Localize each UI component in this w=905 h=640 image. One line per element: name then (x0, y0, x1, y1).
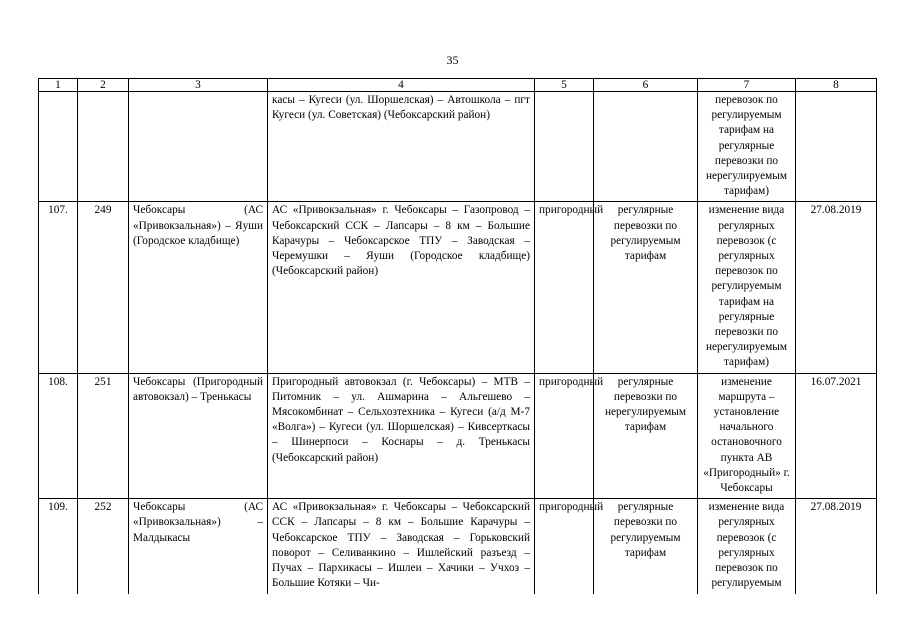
route-name-cell: Чебоксары (Пригородный автовокзал) – Тренькасы (129, 373, 268, 499)
route-stops-cell: Пригородный автовокзал (г. Чебоксары) – МТВ – Питомник – ул. Ашмарина – Альгешево – Мясокомбинат – Сельхозтехника – Кугеси (а/д М-7 «Волга») – Кугеси (ул. Шоршелская) – Кивсерткасы – Шинерпоси – Коснары – д. Тренькасы (Чебоксарский район) (268, 373, 535, 499)
date-cell (796, 92, 877, 202)
transport-type-cell: регулярные перевозки по нерегулируемым тарифам (594, 373, 698, 499)
route-name-cell: Чебоксары (АС «Привокзальная») – Малдыкасы (129, 499, 268, 594)
change-description-cell: перевозок по регулируемым тарифам на регулярные перевозки по нерегулируемым тарифам) (698, 92, 796, 202)
route-kind-cell (535, 92, 594, 202)
column-header-5: 5 (535, 79, 594, 92)
route-stops-cell: АС «Привокзальная» г. Чебоксары – Газопровод – Чебоксарский ССК – Лапсары – 8 км – Большие Карачуры – Чебоксарское ТПУ – Заводская – Черемушки – Яуши (Городское кладбище) (Чебоксарский район) (268, 202, 535, 373)
change-description-cell: изменение маршрута – установление начального остановочного пункта АВ «Пригородный» г. Чебоксары (698, 373, 796, 499)
column-header-8: 8 (796, 79, 877, 92)
registration-number-cell (78, 92, 129, 202)
column-header-4: 4 (268, 79, 535, 92)
route-kind-cell: пригородный (535, 202, 594, 373)
row-number-cell (39, 92, 78, 202)
transport-type-cell: регулярные перевозки по регулируемым тарифам (594, 499, 698, 594)
route-kind-cell: пригородный (535, 373, 594, 499)
change-description-cell: изменение вида регулярных перевозок (с регулярных перевозок по регулируемым тарифам на регулярные перевозки по нерегулируемым тарифам) (698, 202, 796, 373)
routes-register-table (38, 78, 877, 594)
route-name-cell (129, 92, 268, 202)
table-row (39, 373, 877, 499)
table-row (39, 202, 877, 373)
route-stops-cell: АС «Привокзальная» г. Чебоксары – Чебоксарский ССК – Лапсары – 8 км – Большие Карачуры – Чебоксарское ТПУ – Заводская – Горьковский поворот – Селиванкино – Ишлейский разъезд – Пучах – Пархикасы – Ишлеи – Хачики – Учхоз – Большие Котяки – Чи- (268, 499, 535, 594)
row-number-cell: 107. (39, 202, 78, 373)
date-cell: 27.08.2019 (796, 499, 877, 594)
transport-type-cell: регулярные перевозки по регулируемым тарифам (594, 202, 698, 373)
registration-number-cell: 249 (78, 202, 129, 373)
date-cell: 27.08.2019 (796, 202, 877, 373)
row-number-cell: 109. (39, 499, 78, 594)
route-name-cell: Чебоксары (АС «Привокзальная») – Яуши (Городское кладбище) (129, 202, 268, 373)
column-header-6: 6 (594, 79, 698, 92)
route-stops-cell: касы – Кугеси (ул. Шоршелская) – Автошкола – пгт Кугеси (ул. Советская) (Чебоксарский район) (268, 92, 535, 202)
page-number: 35 (446, 53, 459, 67)
table-row (39, 499, 877, 594)
table-row (39, 92, 877, 202)
registration-number-cell: 251 (78, 373, 129, 499)
column-header-2: 2 (78, 79, 129, 92)
column-header-1: 1 (39, 79, 78, 92)
row-number-cell: 108. (39, 373, 78, 499)
header-row (39, 79, 877, 92)
transport-type-cell (594, 92, 698, 202)
date-cell: 16.07.2021 (796, 373, 877, 499)
column-header-3: 3 (129, 79, 268, 92)
registration-number-cell: 252 (78, 499, 129, 594)
change-description-cell: изменение вида регулярных перевозок (с регулярных перевозок по регулируемым (698, 499, 796, 594)
route-kind-cell: пригородный (535, 499, 594, 594)
column-header-7: 7 (698, 79, 796, 92)
